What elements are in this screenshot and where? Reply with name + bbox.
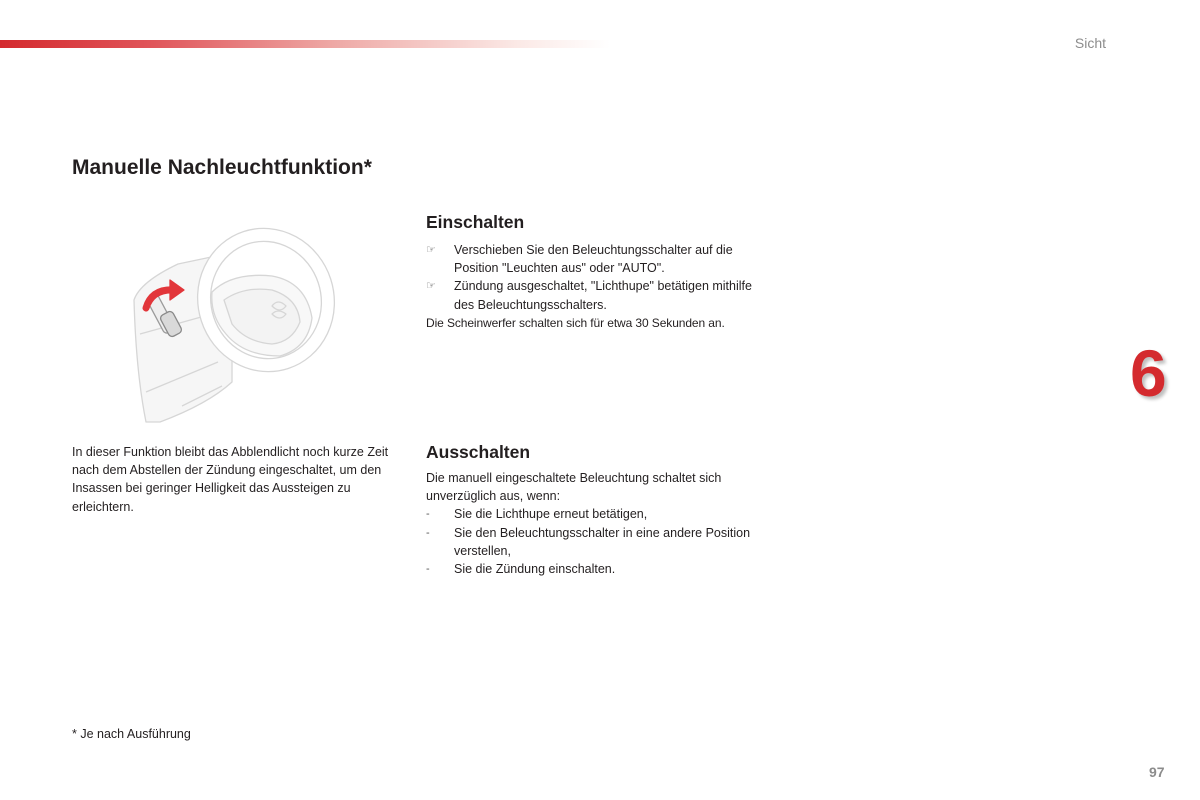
dash-marker: - [426, 526, 430, 539]
list-item-text: Sie die Lichthupe erneut betätigen, [454, 507, 648, 522]
chapter-number: 6 [1130, 336, 1167, 410]
list-item [426, 241, 766, 277]
dash-marker: - [426, 563, 430, 576]
function-description: In dieser Funktion bleibt das Abblendlicht noch kurze Zeit nach dem Abstellen der Zündung eingeschaltet, um den Insassen bei geringer Helligkeit das Aussteigen zu erleichtern. [72, 445, 389, 514]
page-number: 97 [1149, 764, 1165, 780]
section-label: Sicht [1074, 35, 1106, 51]
einschalten-note: Die Scheinwerfer schalten sich für etwa 30 Sekunden an. [426, 315, 725, 330]
einschalten-steps [426, 241, 766, 314]
dash-marker: - [426, 508, 430, 521]
list-item-text: Sie den Beleuchtungsschalter in eine andere Position verstellen, [454, 525, 751, 558]
list-item [426, 277, 766, 313]
ausschalten-heading: Ausschalten [426, 442, 531, 462]
list-item-text: Zündung ausgeschaltet, "Lichthupe" betätigen mithilfe des Beleuchtungsschalters. [454, 279, 752, 312]
header-accent-bar [0, 40, 610, 48]
pointing-hand-icon: ☞ [426, 244, 436, 256]
ausschalten-intro: Die manuell eingeschaltete Beleuchtung schaltet sich unverzüglich aus, wenn: [426, 471, 722, 504]
list-item-text: Verschieben Sie den Beleuchtungsschalter auf die Position "Leuchten aus" oder "AUTO". [454, 243, 733, 276]
steering-wheel-lighting-stalk-icon [120, 222, 345, 427]
list-item [426, 524, 766, 560]
footnote: * Je nach Ausführung [72, 727, 191, 741]
page-title: Manuelle Nachleuchtfunktion* [72, 156, 372, 179]
list-item [426, 505, 766, 523]
pointing-hand-icon: ☞ [426, 280, 436, 293]
ausschalten-conditions [426, 505, 766, 578]
list-item [426, 560, 766, 578]
einschalten-section [426, 212, 766, 332]
list-item-text: Sie die Zündung einschalten. [454, 562, 616, 577]
einschalten-heading: Einschalten [426, 212, 525, 232]
ausschalten-section [426, 442, 766, 578]
